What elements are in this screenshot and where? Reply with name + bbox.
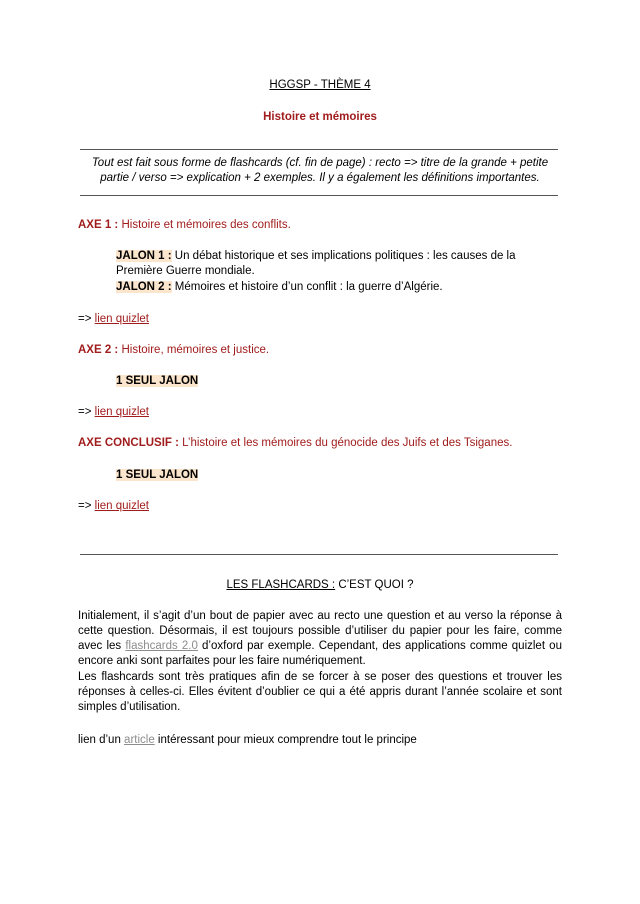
axe1-quizlet-link[interactable]: lien quizlet (94, 313, 149, 325)
flashcards-2-link[interactable]: flashcards 2.0 (125, 640, 198, 652)
axe3-quizlet-row: => lien quizlet (78, 500, 149, 512)
axe1-quizlet-row: => lien quizlet (78, 313, 149, 325)
doc-title: HGGSP - THÈME 4 (269, 79, 371, 91)
flashcards-paragraph-3: lien d’un article intéressant pour mieux comprendre tout le principe (78, 734, 417, 746)
axe1-heading: AXE 1 : Histoire et mémoires des conflits. (78, 219, 291, 231)
axe2-quizlet-link[interactable]: lien quizlet (94, 406, 149, 418)
article-link[interactable]: article (124, 734, 155, 746)
axe1-jalon1: JALON 1 : Un débat historique et ses implications politiques : les causes de la Première Guerre mondiale. (116, 250, 516, 277)
axe3-jalon: 1 SEUL JALON (116, 469, 199, 481)
flashcards-paragraph-1: Initialement, il s’agit d’un bout de papier avec au recto une question et au verso la réponse à cette question. Désormais, il est toujours possible d’utiliser du papier pour les faire, comme avec les flashcards 2.0 d’oxford par exemple. Cependant, des applications comme quizlet ou encore anki sont parfaites pour les faire numériquement. (78, 610, 562, 667)
axe1-jalon2: JALON 2 : Mémoires et histoire d’un conflit : la guerre d’Algérie. (116, 281, 443, 293)
divider-intro-bottom (80, 195, 558, 196)
doc-subtitle: Histoire et mémoires (263, 111, 377, 123)
flashcards-paragraph-2: Les flashcards sont très pratiques afin de se forcer à se poser des questions et trouver les réponses à celles-ci. Elles évitent d’oublier ce qui a été appris durant l’année scolaire et sont simples d’utilisation. (78, 671, 562, 713)
axe2-jalon: 1 SEUL JALON (116, 375, 199, 387)
intro-text: Tout est fait sous forme de flashcards (cf. fin de page) : recto => titre de la grande + petite partie / verso => explication + 2 exemples. Il y a également les définitions importantes. (91, 157, 549, 184)
divider-flashcards (80, 554, 558, 555)
divider-top (80, 149, 558, 150)
axe2-heading: AXE 2 : Histoire, mémoires et justice. (78, 344, 270, 356)
axe2-quizlet-row: => lien quizlet (78, 406, 149, 418)
axe3-quizlet-link[interactable]: lien quizlet (94, 500, 149, 512)
flashcards-heading: LES FLASHCARDS : C’EST QUOI ? (226, 579, 414, 591)
axe3-heading: AXE CONCLUSIF : L’histoire et les mémoires du génocide des Juifs et des Tsiganes. (78, 437, 513, 449)
